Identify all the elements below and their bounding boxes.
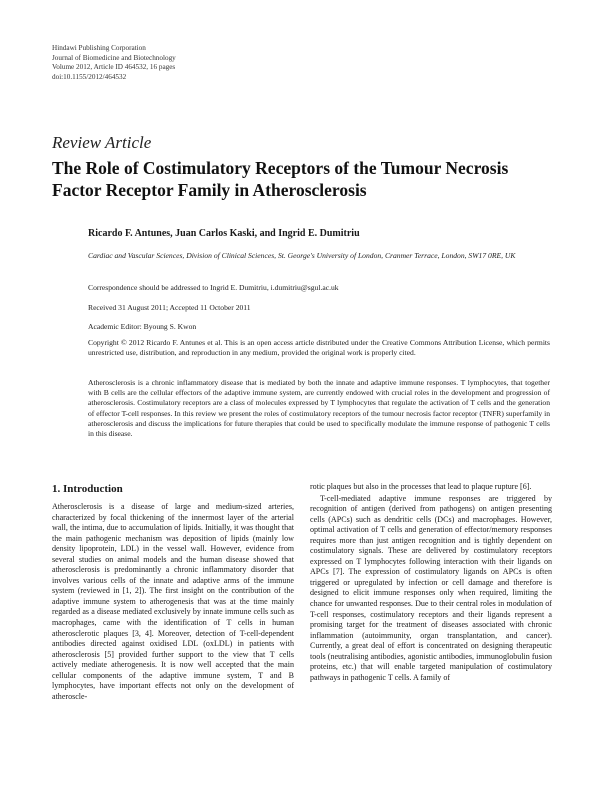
article-title: The Role of Costimulatory Receptors of the Tumour Necrosis Factor Receptor Family in Atherosclerosis: [52, 158, 509, 200]
doi-line: doi:10.1155/2012/464532: [52, 72, 127, 81]
received-accepted-dates: Received 31 August 2011; Accepted 11 October 2011: [88, 303, 251, 312]
article-type: Review Article: [52, 133, 152, 152]
right-column: [310, 482, 552, 683]
author-list: Ricardo F. Antunes, Juan Carlos Kaski, and Ingrid E. Dumitriu: [88, 228, 360, 239]
abstract: Atherosclerosis is a chronic inflammatory disease that is mediated by both the innate and adaptive immune responses. T lymphocytes, that together with B cells are the cellular effectors of the adaptive immune system, are currently endowed with crucial roles in the development and progression of atherosclerosis. Costimulatory receptors are a class of molecules expressed by T lymphocytes that regulate the activation of T cells and the generation of effector T-cell responses. In this review we present the roles of costimulatory receptors of the tumour necrosis factor receptor (TNFR) superfamily in atherosclerosis and discuss the implications for future therapies that could be used to specifically modulate the immune response of pathogenic T cells in this disease.: [88, 378, 550, 439]
correspondence: Correspondence should be addressed to Ingrid E. Dumitriu, i.dumitriu@sgul.ac.uk: [88, 283, 339, 292]
publisher-line: Hindawi Publishing Corporation: [52, 44, 146, 52]
journal-line: Journal of Biomedicine and Biotechnology: [52, 53, 176, 62]
section-heading: 1. Introduction: [52, 483, 123, 495]
body-paragraph: Atherosclerosis is a disease of large and medium-sized arteries, characterized by focal thickening of the innermost layer of the arterial wall, the intima, due to accumulation of lipids. Initially, it was thought that the main pathogenic mechanism was deposition of lipids (mainly low density lipoprotein, LDL) in the vessel wall. However, evidence from several studies on animal models and the human disease showed that atherosclerosis is predominantly a chronic inflammatory disorder that involves various cells of the innate and adaptive arms of the immune system (reviewed in [1, 2]). The first insight on the contribution of the adaptive immune system to atherogenesis that was at the time mainly regarded as a disease mediated exclusively by innate immune cells such as macrophages, came with the identification of T cells in human atherosclerotic plaques [3, 4]. Moreover, detection of T-cell-dependent antibodies directed against oxidised LDL (oxLDL) in patients with atherosclerosis [5] provided further support to the view that T cells actively mediate atherogenesis. It is now well accepted that the main cellular components of the adaptive immune system, T and B lymphocytes, have important effects not only on the development of atheroscle-: [52, 502, 294, 701]
volume-line: Volume 2012, Article ID 464532, 16 pages: [52, 63, 176, 72]
academic-editor: Academic Editor: Byoung S. Kwon: [88, 322, 197, 331]
copyright-notice: Copyright © 2012 Ricardo F. Antunes et al. This is an open access article distributed under the Creative Commons Attribution License, which permits unrestricted use, distribution, and reproduction in any medium, provided the original work is properly cited.: [88, 338, 550, 358]
affiliation: Cardiac and Vascular Sciences, Division of Clinical Sciences, St. George's University of London, Cranmer Terrace, London, SW17 0RE, UK: [88, 251, 516, 260]
body-paragraph: T-cell-mediated adaptive immune responses are triggered by recognition of antigen (derived from pathogens) on antigen presenting cells (APCs) such as dendritic cells (DCs) and macrophages. However, optimal activation of T cells and generation of effector/memory responses requires more than just antigen recognition and is tightly dependent on costimulatory signals. These are delivered by costimulatory receptors expressed on T lymphocytes following interaction with their ligands on APCs [7]. The expression of costimulatory ligands on APCs is often triggered or upregulated by infection or cell damage and therefore is designed to elicit immune responses only when required, limiting the chance for unwanted responses. Due to their central roles in modulation of T-cell responses, costimulatory receptors and their ligands represent a promising target for the treatment of diseases associated with chronic inflammation (autoimmunity, organ transplantation, and cancer). Currently, a great deal of effort is concentrated on designing therapeutic tools (neutralising antibodies, agonistic antibodies, immunoglobulin fusion proteins, etc.) that will enable targeted manipulation of costimulatory pathways in pathogenic T cells. A family of: [310, 493, 552, 682]
journal-header: [52, 44, 176, 82]
left-column: [52, 482, 294, 702]
body-paragraph: rotic plaques but also in the processes that lead to plaque rupture [6].: [310, 482, 532, 491]
